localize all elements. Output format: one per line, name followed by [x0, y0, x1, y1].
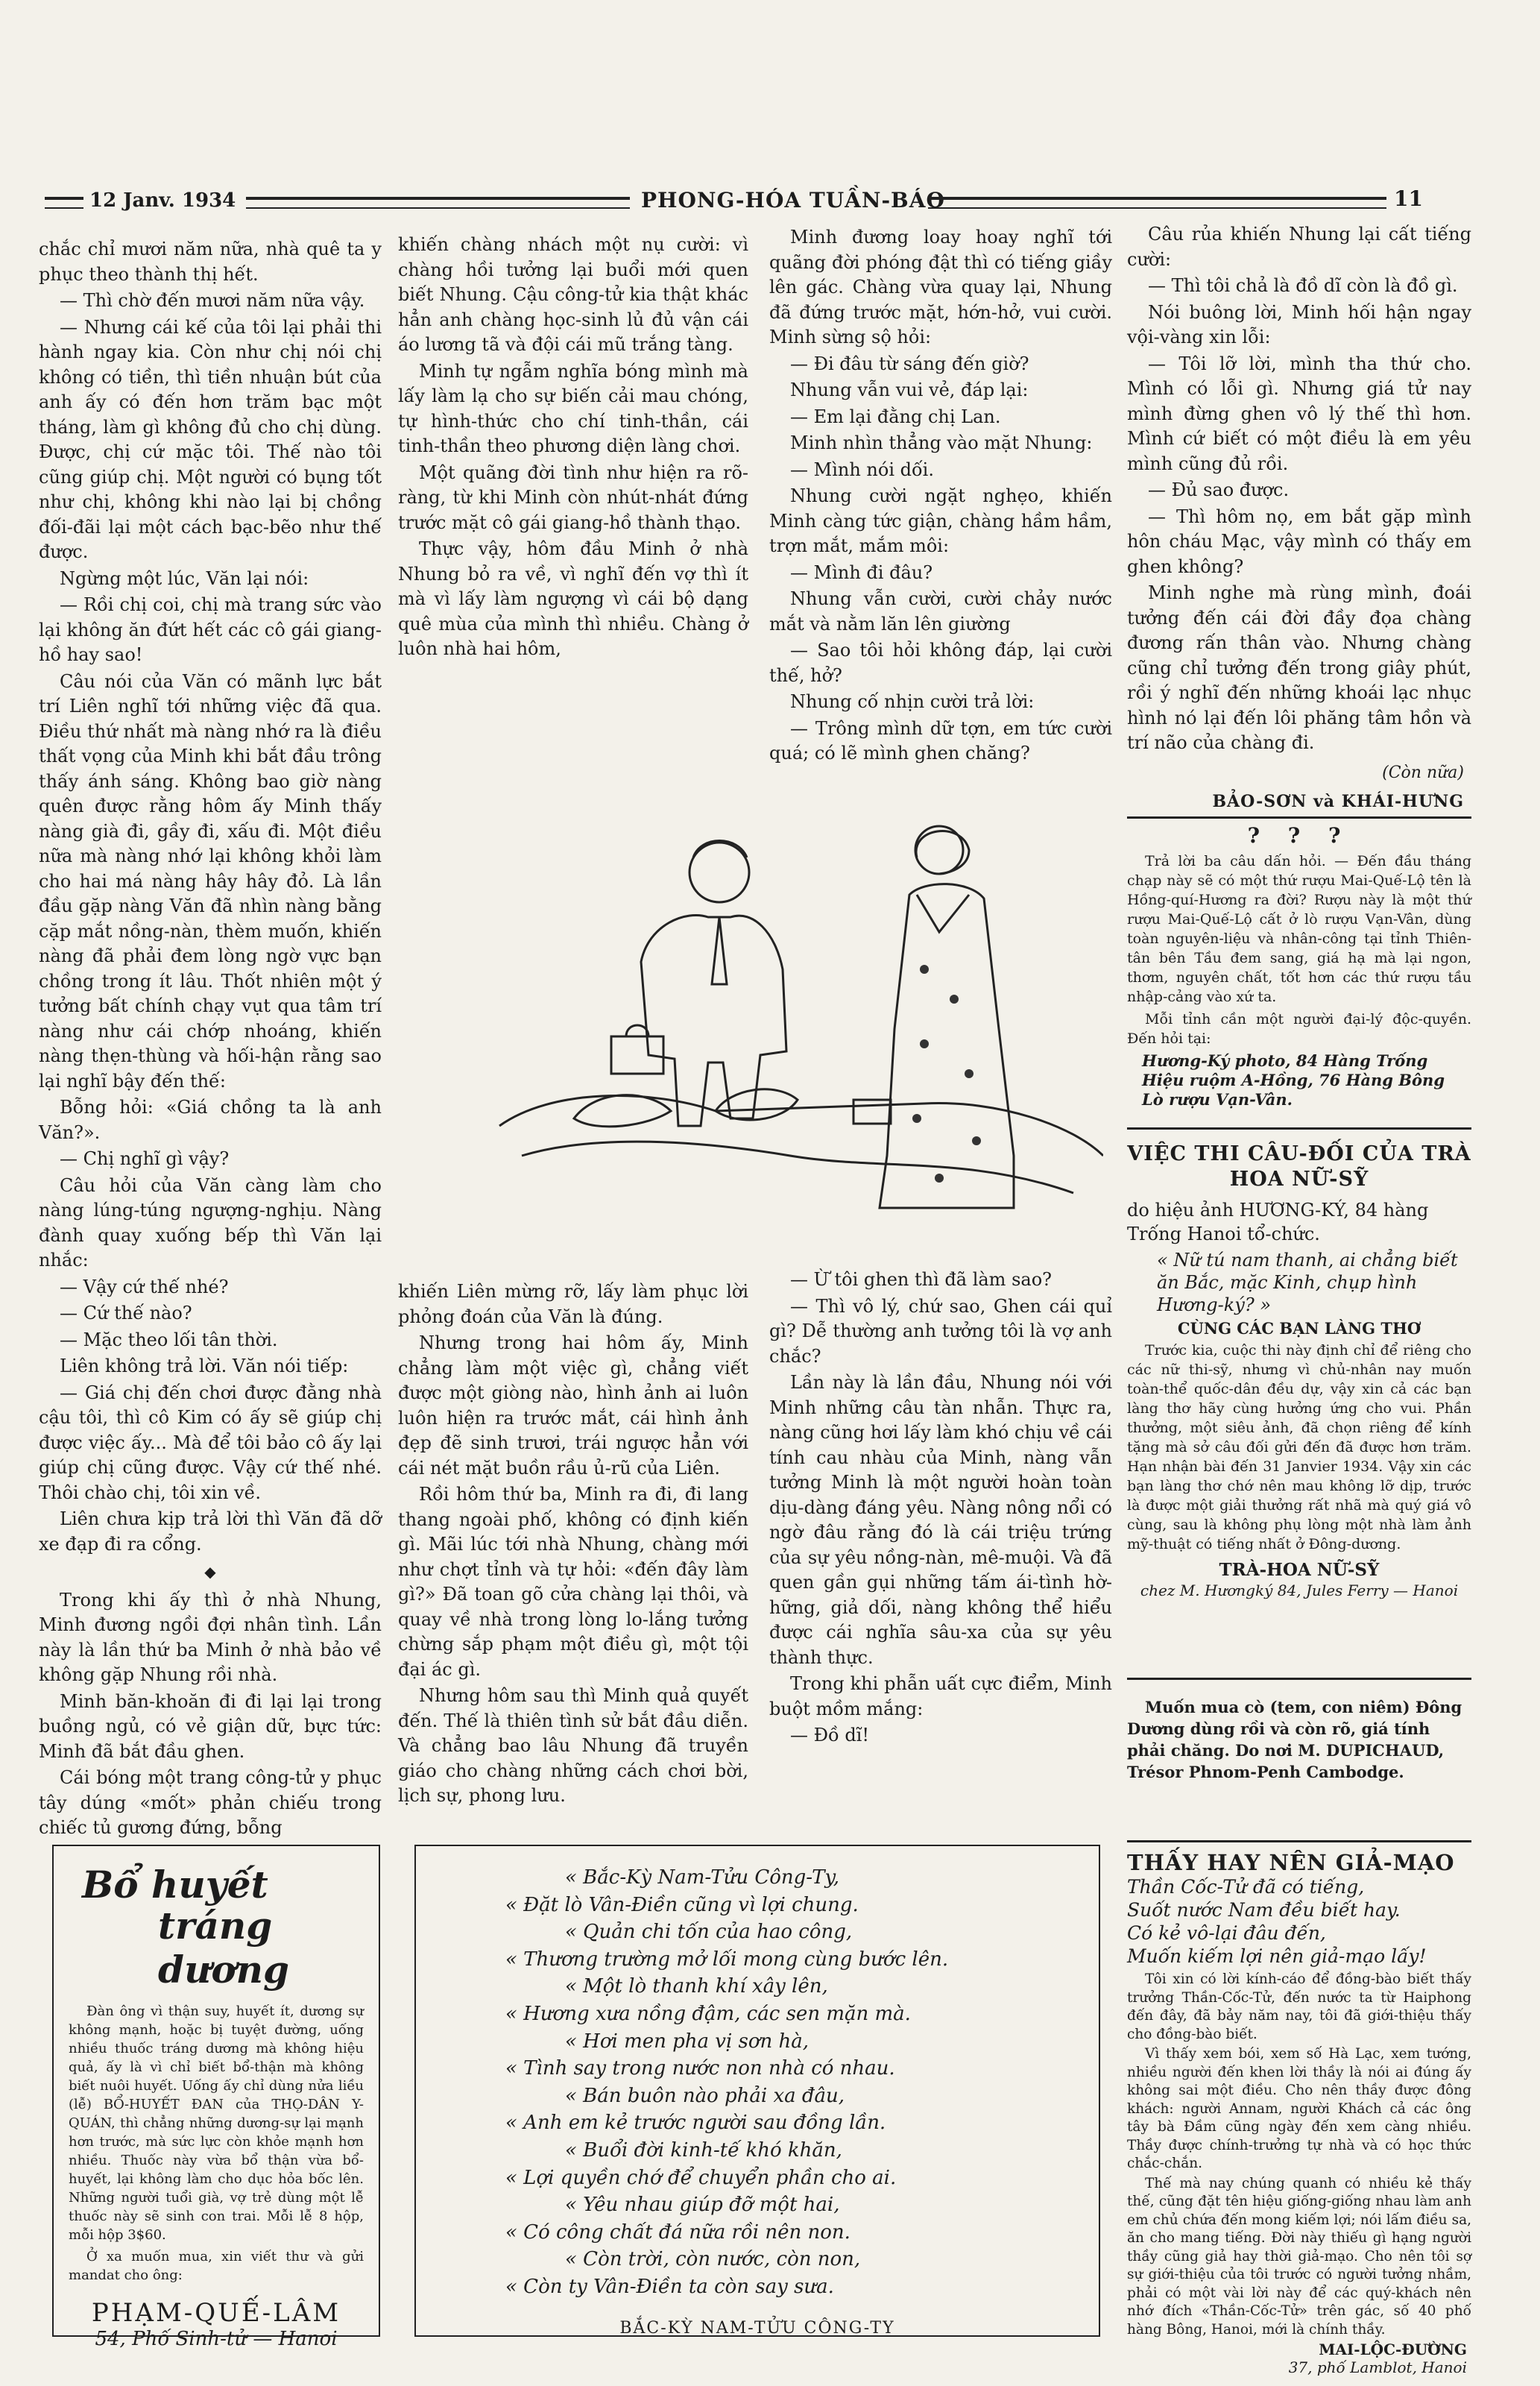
paragraph: Nói buông lời, Minh hối hận ngay vội-vàng xin lỗi:	[1127, 301, 1471, 347]
ad-address: Hiệu ruộm A-Hồng, 76 Hàng Bông	[1142, 1071, 1445, 1089]
verse-line: « Thương trường mở lối mong cùng bước lên.	[505, 1948, 949, 1971]
paragraph: — Sao tôi hỏi không đáp, lại cười thế, hở?	[769, 640, 1112, 686]
verse-line: Muốn kiếm lợi nên giả-mạo lấy!	[1127, 1945, 1427, 1967]
notice-text: Muốn mua cò (tem, con niêm) Đông Dương dùng rồi và còn rõ, giá tính phải chăng. Do nơi M. DUPICHAUD, Trésor Phnom-Penh Cambodge.	[1127, 1698, 1462, 1781]
pillow	[574, 1095, 671, 1127]
paragraph: — Ừ tôi ghen thì đã làm sao?	[790, 1269, 1053, 1290]
notice-organizer-address: chez M. Hươngký 84, Jules Ferry — Hanoi	[1140, 1581, 1459, 1599]
paragraph: — Rồi chị coi, chị mà trang sức vào lại không ăn đứt hết các cô gái giang-hồ hay sao!	[39, 594, 382, 665]
notice-body: Trước kia, cuộc thi này định chỉ để riêng cho các nữ thi-sỹ, nhưng vì chủ-nhân nay muốn toàn-thể quốc-dân đều dự, vậy xin cả các bạn làng thơ hãy cùng hưởng ứng cho vui. Phần thưởng, một siêu ảnh, đã chọn riêng để kính tặng mà sở câu đối gửi đến đã được hơn trăm. Hạn nhận bài đến 31 Janvier 1934. Vậy xin các bạn làng thơ chớ nên mau không lỡ dịp, trước là được một giải thưởng rất nhã mà quý giá vô cùng, sau là không phụ lòng một nhà làm ảnh mỹ-thuật có tiếng nhất ở Đông-dương.	[1127, 1342, 1471, 1552]
paragraph: — Trông mình dữ tợn, em tức cười quá; có lẽ mình ghen chăng?	[769, 717, 1112, 764]
verse-line: « Còn ty Vân-Điền ta còn say sưa.	[505, 2275, 834, 2298]
ad-signature: MAI-LỘC-ĐƯỜNG	[1319, 2341, 1467, 2358]
section-divider: ◆	[204, 1563, 216, 1581]
paragraph: Nhung cố nhịn cười trả lời:	[790, 691, 1035, 712]
author-signature: BẢO-SƠN và KHÁI-HƯNG	[1212, 792, 1464, 811]
paragraph: Bỗng hỏi: «Giá chồng ta là anh Văn?».	[39, 1097, 382, 1143]
ad-address: Lò rượu Vạn-Vân.	[1142, 1090, 1293, 1109]
verse-line: Suốt nước Nam đều biết hay.	[1127, 1899, 1401, 1921]
paragraph: — Cứ thế nào?	[60, 1303, 192, 1323]
ad-heading: ? ? ?	[1247, 823, 1351, 848]
ad-title: THẤY HAY NÊN GIẢ-MẠO	[1127, 1840, 1471, 1875]
ad-body: Tôi xin có lời kính-cáo để đồng-bào biết thấy trưởng Thần-Cốc-Tử, đến nước ta từ Haiphong đến đây, đã bảy năm nay, tôi đã giới-thiệu thấy cho đồng-bào biết.	[1127, 1971, 1471, 2042]
illustration-bedroom-scene	[403, 805, 1103, 1223]
ad-text: Trả lời ba câu dấn hỏi. — Đến đầu tháng chạp này sẽ có một thứ rượu Mai-Quế-Lộ tên là Hồng-quí-Hương ra đời? Rượu này là một thứ rượu Mai-Quế-Lộ cất ở lò rượu Vạn-Vân, dùng toàn nguyên-liệu và nhân-công tại tỉnh Thiên-tân bên Tầu đem sang, giá hạ mà lại ngon, thơm, nguyên chất, tốt hơn các thứ rượu tầu nhập-cảng vào xứ ta.	[1127, 853, 1471, 1005]
verse-line: « Đặt lò Vân-Điền cũng vì lợi chung.	[505, 1893, 859, 1916]
notice-subhead: CÙNG CÁC BẠN LÀNG THƠ	[1177, 1319, 1421, 1338]
man-figure	[641, 916, 786, 1127]
verse-line: Có kẻ vô-lại đâu đến,	[1127, 1922, 1326, 1944]
notice-organizer: TRÀ-HOA NỮ-SỸ	[1219, 1560, 1380, 1580]
paragraph: — Vậy cứ thế nhé?	[60, 1276, 229, 1297]
couplet-contest-notice	[1127, 1127, 1471, 1599]
paragraph: — Chị nghĩ gì vậy?	[60, 1148, 230, 1169]
paragraph: Nhung vẫn vui vẻ, đáp lại:	[790, 380, 1029, 400]
paragraph: chắc chỉ mươi năm nữa, nhà quê ta y phục theo thành thị hết.	[39, 239, 382, 285]
ad-bac-ky-nam-tuu	[414, 1845, 1100, 2337]
verse-line: « Anh em kẻ trước người sau đồng lần.	[505, 2112, 886, 2135]
paragraph: Minh đương loay hoay nghĩ tới quãng đời phóng đật thì có tiếng giầy lên gác. Chàng vừa quay lại, Nhung đã đứng trước mặt, hớn-hở, vui cười. Minh sừng sộ hỏi:	[769, 227, 1112, 347]
paragraph: — Mặc theo lối tân thời.	[60, 1329, 278, 1350]
verse-line: « Hương xưa nồng đậm, các sen mặn mà.	[505, 2002, 911, 2025]
verse-line: « Quản chi tốn của hao công,	[565, 1921, 853, 1944]
header-rule	[246, 197, 630, 209]
man-tie	[712, 917, 727, 984]
woman-figure	[880, 884, 1014, 1208]
column-2	[398, 233, 748, 664]
paragraph: Nhung cười ngặt nghẹo, khiến Minh càng tức giận, chàng hầm hầm, trợn mắt, mắm môi:	[769, 485, 1112, 556]
paragraph: — Đủ sao được.	[1148, 479, 1290, 500]
verse-line: « Tình say trong nước non nhà có nhau.	[505, 2057, 895, 2080]
ad-body: Vì thấy xem bói, xem số Hà Lạc, xem tướng, nhiều người đến khen lời thầy là nói ai đúng ấy không sai một điều. Cho nên thầy được đông khách: người Annam, người Khách cả các ông tây bà Đầm cũng ngày đến xem càng nhiều. Thầy được chính-trưởng tự nhà và có học thức chắc-chắn.	[1127, 2046, 1471, 2171]
stamp-buying-notice	[1127, 1678, 1471, 1783]
paragraph: — Thì tôi chả là đồ dĩ còn là đồ gì.	[1148, 275, 1458, 296]
paragraph: Cái bóng một trang công-tử y phục tây dúng «mốt» phản chiếu trong chiếc tủ gương đứng, bỗng	[39, 1767, 382, 1838]
paragraph: Câu rủa khiến Nhung lại cất tiếng cười:	[1127, 224, 1471, 270]
paragraph: Nhưng trong hai hôm ấy, Minh chẳng làm một việc gì, chẳng viết được một giòng nào, hình ảnh ai luôn luôn hiện ra trước mắt, cái hình ảnh đẹp đẽ sinh trươi, trái ngược hẳn với cái nét mặt buồn rầu ủ-rũ của Liên.	[398, 1332, 748, 1479]
ad-signature: BẮC-KỲ NAM-TỬU CÔNG-TY	[619, 2318, 895, 2338]
column-1	[39, 237, 382, 1842]
verse-line: « Lợi quyền chớ để chuyển phần cho ai.	[505, 2166, 897, 2189]
paragraph: Minh tự ngẫm nghĩa bóng mình mà lấy làm lạ cho sự biến cải mau chóng, tự hình-thức cho chí tinh-thần, cái tinh-thần theo phương diện làng chơi.	[398, 360, 748, 456]
paragraph: — Mình nói dối.	[790, 459, 934, 480]
paragraph: Trong khi phẫn uất cực điểm, Minh buột mồm mắng:	[769, 1673, 1112, 1719]
ad-question-marks	[1127, 816, 1471, 1132]
verse-line: « Bán buôn nào phải xa đâu,	[565, 2084, 845, 2107]
ad-body: Đàn ông vì thận suy, huyết ít, dương sự không mạnh, hoặc bị tuyệt đường, uống nhiều thuốc tráng dương mà không hiệu quả, ấy là vì chỉ biết bổ-thận mà không biết nuôi huyết. Uống ấy chỉ dùng nửa liều (lễ) BỔ-HUYẾT ĐAN của THỌ-DÂN Y-QUÁN, thì chẳng những dương-sự lại mạnh hơn trước, mà sức lực còn khỏe mạnh hơn nhiều. Thuốc này vừa bổ thận vừa bổ-huyết, lại không làm cho dục hỏa bốc lên. Những người tuổi già, vợ trẻ dùng một lễ thuốc này sẽ sinh con trai. Mỗi lễ 8 hộp, mỗi hộp 3$60.	[69, 2003, 364, 2243]
paragraph: Liên chưa kịp trả lời thì Văn đã dỡ xe đạp đi ra cổng.	[39, 1508, 382, 1555]
paragraph: — Giá chị đến chơi được đằng nhà cậu tôi, thì cô Kim có ấy sẽ giúp chị được việc ấy... Mà để tôi bảo cô ấy lại giúp chị cũng được. Vậy cứ thế nhé. Thôi chào chị, tôi xin về.	[39, 1382, 382, 1503]
ad-brand: PHẠM-QUẾ-LÂM	[91, 2298, 341, 2328]
ad-address: 54, Phố Sinh-tử — Hanoi	[95, 2328, 338, 2350]
column-3-lower	[769, 1268, 1112, 1750]
ad-body: Ở xa muốn mua, xin viết thư và gửi mandat cho ông:	[69, 2249, 364, 2283]
paragraph: khiến chàng nhách một nụ cười: vì chàng hồi tưởng lại buổi mới quen biết Nhung. Cậu công-tử kia thật khác hẳn anh chàng học-sinh lủ đủ vận cái áo lương tã và đội cái mũ trắng tàng.	[398, 234, 748, 355]
verse-line: « Một lò thanh khí xây lên,	[565, 1975, 828, 1998]
page-number: 11	[1394, 186, 1423, 211]
header-rule	[45, 197, 83, 209]
ad-address: Hương-Ký photo, 84 Hàng Trống	[1142, 1051, 1428, 1070]
paragraph: Nhưng hôm sau thì Minh quả quyết đến. Thế là thiên tình sử bắt đầu diễn. Và chẳng bao lâu Nhung đã truyền giáo cho chàng những cách chơi bời, lịch sự, phong lưu.	[398, 1685, 748, 1806]
ad-address: 37, phố Lamblot, Hanoi	[1288, 2358, 1467, 2376]
bed-sheet	[522, 1142, 1073, 1193]
man-head	[689, 843, 749, 902]
paragraph: — Em lại đằng chị Lan.	[790, 406, 1001, 427]
to-be-continued: (Còn nữa)	[1382, 763, 1464, 782]
paragraph: Một quãng đời tình như hiện ra rõ-ràng, từ khi Minh còn nhút-nhát đứng trước mặt cô gái giang-hồ thành thạo.	[398, 462, 748, 533]
verse-line: « Có công chất đá nữa rồi nên non.	[505, 2220, 851, 2244]
paragraph: Câu hỏi của Văn càng làm cho nàng lúng-túng ngượng-nghịu. Nàng đành quay xuống bếp thì Văn lại nhắc:	[39, 1174, 382, 1271]
header-title: PHONG-HÓA TUẦN-BÁO	[641, 188, 945, 213]
verse-line: « Bắc-Kỳ Nam-Tửu Công-Ty,	[565, 1866, 839, 1889]
ad-text: Mỗi tỉnh cần một người đại-lý độc-quyền. Đến hỏi tại:	[1127, 1011, 1471, 1047]
verse-line: Thần Cốc-Tử đã có tiếng,	[1127, 1876, 1365, 1898]
woman-collar	[917, 895, 969, 932]
paragraph: — Nhưng cái kế của tôi lại phải thi hành ngay kia. Còn như chị nói chị không có tiền, thì tiền nhuận bút của anh ấy có đến hơn trăm bạc một tháng, làm gì không đủ cho chị dùng. Được, chị cứ mặc tôi. Thế nào tôi cũng giúp chị. Một người có bụng tốt như chị, không khi nào lại bị chồng đối-đãi lại một cách bạc-bẽo như thế được.	[39, 316, 382, 562]
paragraph: Minh nghe mà rùng mình, đoái tưởng đến cái đời đầy đọa chàng đương rấn thân vào. Nhưng chàng cũng chỉ tưởng đến trong giây phút, rồi ý nghĩ đến những khoái lạc nhục hình nó lại đến lôi phăng tâm hồn và trí não của chàng đi.	[1127, 582, 1471, 753]
verse-line: « Còn trời, còn nước, còn non,	[565, 2248, 861, 2271]
column-4	[1127, 222, 1471, 815]
paragraph: khiến Liên mừng rỡ, lấy làm phục lời phỏng đoán của Văn là đúng.	[398, 1281, 748, 1327]
verse-line: « Buổi đời kinh-tế khó khăn,	[565, 2138, 842, 2162]
paragraph: Nhung vẫn cười, cười chảy nước mắt và nằm lăn lên giường	[769, 588, 1112, 635]
page-header	[45, 183, 1476, 213]
verse-line: « Yêu nhau giúp đỡ một hai,	[565, 2194, 840, 2217]
notice-title: VIỆC THI CÂU-ĐỐI CỦA TRÀ HOA NỮ-SỸ	[1127, 1142, 1471, 1191]
header-date: 12 Janv. 1934	[89, 189, 236, 212]
paragraph: Liên không trả lời. Văn nói tiếp:	[60, 1356, 349, 1376]
paragraph: Ngừng một lúc, Văn lại nói:	[60, 567, 309, 589]
paragraph: Câu nói của Văn có mãnh lực bắt trí Liên nghĩ tới những việc đã qua. Điều thứ nhất mà nàng nhớ ra là điều thất vọng của Minh khi bắt đầu trông thấy ánh sáng. Không bao giờ nàng quên được rằng hôm ấy Minh thấy nàng già đi, gầy đi, xấu đi. Một điều nữa mà nàng nhớ lại không khỏi làm cho hai má nàng hây hây đỏ. Là lần đầu gặp nàng Văn đã nhìn nàng bằng cặp mắt nồng-nàn, thèm muốn, khiến nàng đã phải đem lòng ngờ vực bạn chồng trong ít lâu. Thốt nhiên một ý tưởng bất chính chạy vụt qua tâm trí nàng như cái chớp nhoáng, khiến nàng thẹn-thùng và hối-hận rằng sao lại nghĩ bậy đến thế:	[39, 670, 382, 1092]
paragraph: Thực vậy, hôm đầu Minh ở nhà Nhung bỏ ra về, vì nghĩ đến vợ thì ít mà vì lấy làm ngượng vì cái bộ dạng quê mùa của mình thì nhiều. Chàng ở luôn nhà hai hôm,	[398, 538, 748, 659]
paragraph: — Tôi lỡ lời, mình tha thứ cho. Mình có lỗi gì. Nhưng giá tử nay mình đừng ghen vô lý thế thì hơn. Mình cứ biết có một điều là em yêu mình cũng đủ rồi.	[1127, 353, 1471, 474]
column-3	[769, 225, 1112, 768]
header-rule	[928, 197, 1386, 209]
paragraph: — Thì chờ đến mươi năm nữa vậy.	[60, 290, 365, 311]
notice-lead: do hiệu ảnh HƯƠNG-KÝ, 84 hàng Trống Hanoi tổ-chức.	[1127, 1200, 1429, 1244]
paragraph: — Thì hôm nọ, em bắt gặp mình hôn cháu Mạc, vậy mình có thấy em ghen không?	[1127, 506, 1471, 577]
handbag	[853, 1100, 891, 1124]
ad-title: Bổ huyết	[82, 1863, 268, 1907]
column-2-lower	[398, 1279, 748, 1810]
ad-body: Thế mà nay chúng quanh có nhiều kẻ thấy thế, cũng đặt tên hiệu giống-giống nhau làm anh em chủ chứa đến mong kiếm lợi; nói lấm điều sa, ăn cho mang tiếng. Đời này thiếu gì hạng người thầy cũng giả hay thời giả-mạo. Cho nên tôi sợ sự giới-thiệu của tôi trước có người tưởng nhầm, phải có một vài lời này để các quý-khách nên nhớ đích «Thần-Cốc-Tử» trên gác, số 40 phố hàng Bông, Hanoi, mới là chính thầy.	[1127, 2175, 1471, 2338]
paragraph: — Mình đi đâu?	[790, 561, 933, 583]
paragraph: — Đi đâu từ sáng đến giờ?	[790, 353, 1029, 374]
paragraph: Trong khi ấy thì ở nhà Nhung, Minh đương ngồi đợi nhân tình. Lần này là lần thứ ba Minh ở nhà bảo về không gặp Nhung rồi nhà.	[39, 1589, 382, 1685]
notice-quote: « Nữ tú nam thanh, ai chẳng biết ăn Bắc, mặc Kinh, chụp hình Hương-ký? »	[1157, 1250, 1458, 1315]
verse-line: « Hơi men pha vị sơn hà,	[565, 2030, 810, 2053]
paragraph: — Thì vô lý, chứ sao, Ghen cái quỉ gì? Dễ thường anh tưởng tôi là vợ anh chắc?	[769, 1295, 1112, 1367]
paragraph: — Đồ dĩ!	[790, 1725, 869, 1746]
paragraph: Lần này là lần đầu, Nhung nói với Minh những câu tàn nhẫn. Thực ra, nàng cũng hơi lấy làm khó chịu về cái tính cau nhàu của Minh, nàng vẫn tưởng Minh là một người hoàn toàn dịu-dàng đáng yêu. Nàng nông nổi có ngờ đâu rằng đó là cái triệu trứng của sự yêu nồng-nàn, mê-muội. Và đã quen gần gụi những tấm ái-tình hờ-hững, giả dối, nàng không thể hiểu được cái nghĩa sâu-xa của sự yêu thành thực.	[769, 1372, 1112, 1668]
paragraph: Minh nhìn thẳng vào mặt Nhung:	[790, 432, 1093, 453]
ad-bo-huyet	[52, 1845, 380, 2350]
paragraph: Minh băn-khoăn đi đi lại lại trong buồng ngủ, có vẻ giận dữ, bực tức: Minh đã bắt đầu ghen.	[39, 1690, 382, 1762]
paragraph: Rồi hôm thứ ba, Minh ra đi, đi lang thang ngoài phố, không có định kiến gì. Mãi lúc tới nhà Nhung, chàng mới như chợt tỉnh và tự hỏi: «đến đây làm gì?» Đã toan gõ cửa chàng lại thôi, và quay về nhà trong lòng lo-lắng tưởng chừng sắp phạm một điều gì, một tội đại ác gì.	[398, 1484, 748, 1680]
ad-title: tráng dương	[158, 1904, 289, 1992]
ad-thay-hay	[1127, 1840, 1471, 2376]
